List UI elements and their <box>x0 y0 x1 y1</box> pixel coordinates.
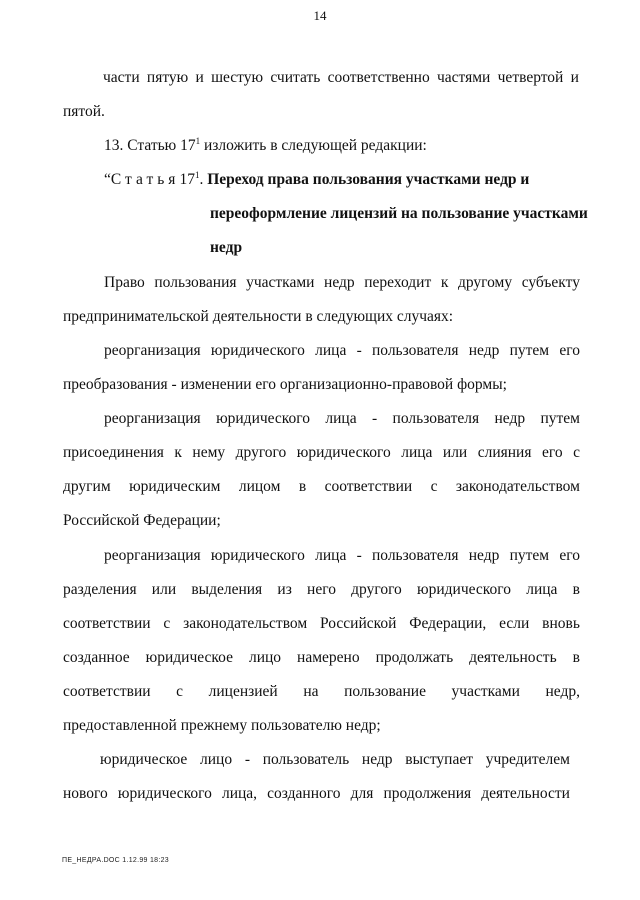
word: разделения <box>63 581 137 598</box>
word: намерено <box>297 649 360 666</box>
word: нему <box>192 444 226 461</box>
page-number: 14 <box>313 8 327 23</box>
word: путем <box>509 342 550 359</box>
word: к <box>440 274 449 291</box>
word: деятельность <box>469 649 557 666</box>
word: для <box>350 785 374 802</box>
word: нового <box>63 785 108 802</box>
word: к <box>174 444 182 461</box>
word: юридического <box>417 581 511 598</box>
word: и <box>570 69 579 86</box>
word: Российской <box>320 615 397 632</box>
word: четвертой <box>497 69 564 86</box>
article-dot: . <box>199 171 204 188</box>
word: недр, <box>545 683 580 700</box>
word: недр <box>361 751 393 768</box>
word: путем <box>540 410 580 427</box>
word: лица, <box>221 785 258 802</box>
word: юридического <box>296 444 391 461</box>
word: субъекту <box>521 274 580 291</box>
word: соответствии <box>324 478 413 495</box>
word: юридическое <box>100 751 188 768</box>
word: пользователя <box>371 342 459 359</box>
word: продолжать <box>375 649 454 666</box>
text-line <box>104 409 580 429</box>
word: участками <box>246 274 315 291</box>
word: присоединения <box>63 444 164 461</box>
word: выступает <box>405 751 474 768</box>
text-line <box>103 68 579 88</box>
word: пользователя <box>392 410 480 427</box>
text-line: предоставленной прежнему пользователю недр; <box>63 717 381 734</box>
word: лицо <box>200 751 233 768</box>
word: недр <box>468 547 500 564</box>
word: на <box>303 683 319 700</box>
word: слияния <box>477 444 532 461</box>
amendment-item-13 <box>104 136 427 156</box>
word: лица <box>325 410 357 427</box>
word: с <box>176 683 184 700</box>
word: юридическое <box>145 649 233 666</box>
text-line <box>63 682 580 702</box>
word: лица <box>401 444 433 461</box>
word: - <box>356 547 362 564</box>
word: лицом <box>238 478 281 495</box>
text-line <box>63 443 580 463</box>
word: с <box>573 444 580 461</box>
word: учредителем <box>485 751 570 768</box>
word: другому <box>457 274 513 291</box>
word: его <box>559 547 580 564</box>
text-line <box>104 546 580 566</box>
word: если <box>499 615 530 632</box>
item-text: 13. Статью 17 <box>104 137 196 154</box>
word: реорганизация <box>104 342 201 359</box>
word: соответствии <box>63 683 151 700</box>
word: из <box>277 581 292 598</box>
item-superscript: 1 <box>195 135 201 146</box>
text-line <box>63 648 580 668</box>
word: - <box>356 342 362 359</box>
text-line <box>63 477 580 497</box>
word: юридического <box>210 342 305 359</box>
word: лицо <box>248 649 282 666</box>
text-line: Российской Федерации; <box>63 512 221 529</box>
item-text: изложить в следующей редакции: <box>200 137 427 154</box>
quote-mark: “ <box>104 171 111 188</box>
word: путем <box>509 547 550 564</box>
word: недр <box>324 274 355 291</box>
word: в <box>572 649 580 666</box>
text-line <box>63 614 580 634</box>
word: его <box>541 444 563 461</box>
word: юридического <box>117 785 212 802</box>
word: деятельности <box>481 785 570 802</box>
word: переходит <box>364 274 432 291</box>
word: части <box>103 69 140 86</box>
word: выделения <box>191 581 263 598</box>
file-footer: ПЕ_НЕДРА.DOC 1.12.99 18:23 <box>62 857 169 864</box>
word: созданное <box>63 649 130 666</box>
word: недр <box>494 410 526 427</box>
word: другого <box>351 581 402 598</box>
word: недр <box>468 342 500 359</box>
word: - <box>372 410 378 427</box>
word: Право <box>104 274 145 291</box>
article-title: недр <box>210 239 243 256</box>
word: или <box>151 581 177 598</box>
word: с <box>163 615 171 632</box>
text-line <box>100 750 570 770</box>
word: шестую <box>211 69 264 86</box>
word: - <box>244 751 250 768</box>
word: Федерации, <box>409 615 487 632</box>
word: него <box>307 581 336 598</box>
text-line <box>63 580 580 600</box>
text-line <box>104 341 580 361</box>
word: другого <box>235 444 287 461</box>
word: или <box>442 444 468 461</box>
word: реорганизация <box>104 410 201 427</box>
word: юридического <box>216 410 311 427</box>
article-title: Переход права пользования участками недр и <box>207 171 530 188</box>
text-line <box>63 784 570 804</box>
article-word: Статья <box>110 171 180 188</box>
text-line: преобразования - изменении его организационно-правовой формы; <box>63 376 507 393</box>
text-line: пятой. <box>63 103 105 120</box>
word: продолжения <box>383 785 472 802</box>
article-title: переоформление лицензий на пользование участками <box>210 205 588 222</box>
word: пятую <box>146 69 189 86</box>
word: пользования <box>154 274 237 291</box>
word: вновь <box>542 615 580 632</box>
word: созданного <box>267 785 341 802</box>
article-number: 17 <box>179 171 195 188</box>
word: пользователь <box>262 751 350 768</box>
word: считать <box>270 69 321 86</box>
word: участками <box>451 683 520 700</box>
word: соответственно <box>327 69 430 86</box>
word: соответствии <box>63 615 151 632</box>
word: в <box>572 581 580 598</box>
word: лица <box>315 547 347 564</box>
word: с <box>430 478 438 495</box>
word: пользование <box>344 683 426 700</box>
word: законодательством <box>183 615 308 632</box>
word: законодательством <box>455 478 580 495</box>
word: его <box>559 342 580 359</box>
word: реорганизация <box>104 547 201 564</box>
word: лица <box>315 342 347 359</box>
word: пользователя <box>371 547 459 564</box>
word: частями <box>437 69 491 86</box>
word: лицензией <box>208 683 278 700</box>
word: другим <box>63 478 111 495</box>
word: юридического <box>210 547 305 564</box>
text-line <box>104 273 580 293</box>
word: в <box>298 478 307 495</box>
word: лица <box>526 581 558 598</box>
article-heading <box>104 170 529 190</box>
text-line: предпринимательской деятельности в следующих случаях: <box>63 308 454 325</box>
article-superscript: 1 <box>194 169 200 180</box>
word: юридическим <box>129 478 221 495</box>
word: и <box>195 69 204 86</box>
